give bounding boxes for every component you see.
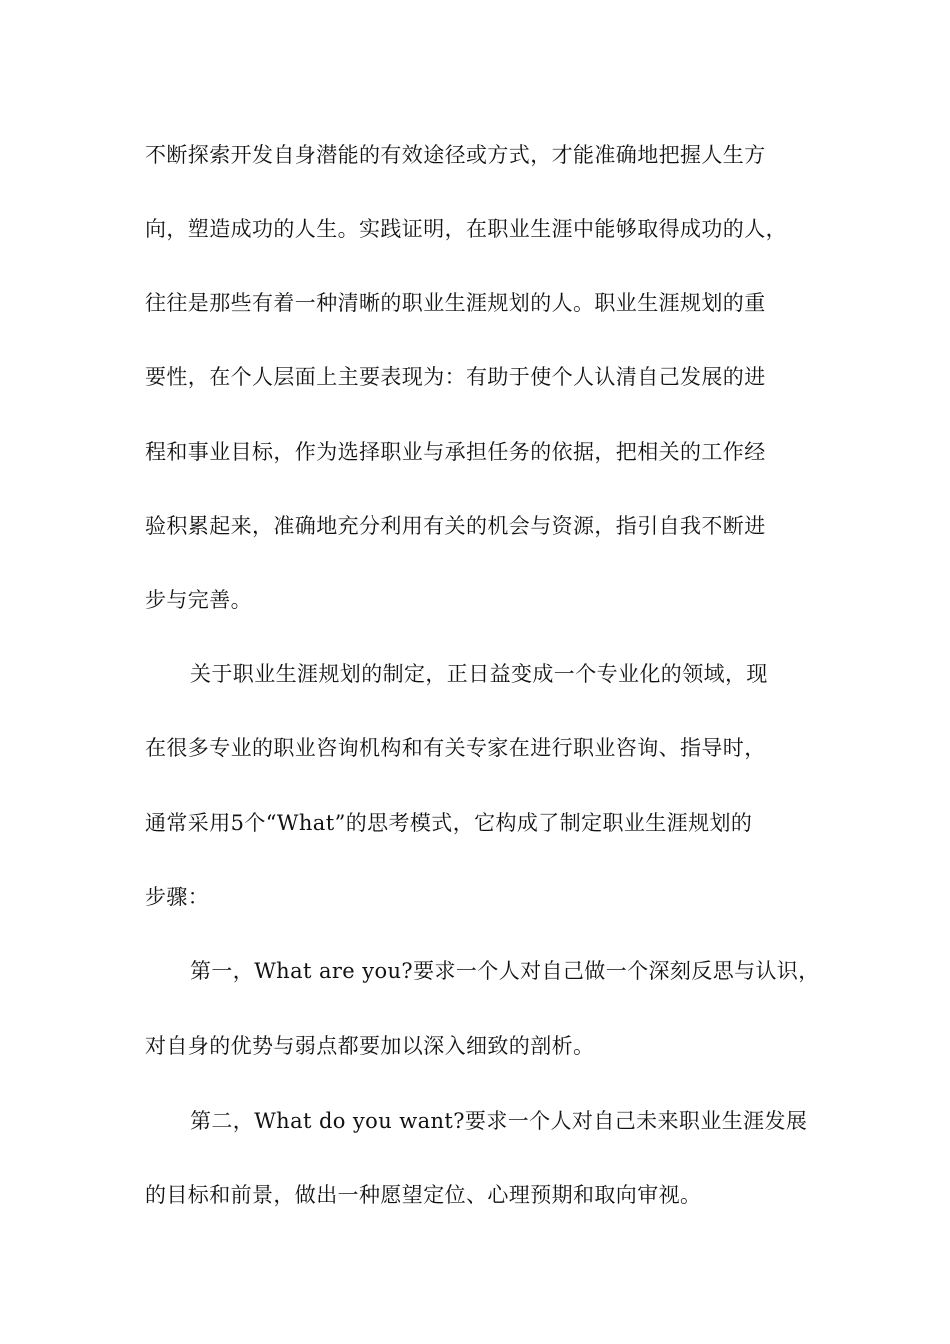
paragraph-1-line-3: 往往是那些有着一种清晰的职业生涯规划的人。职业生涯规划的重 bbox=[145, 291, 766, 315]
paragraph-1-line-6: 验积累起来，准确地充分利用有关的机会与资源，指引自我不断进 bbox=[145, 514, 766, 538]
paragraph-1-line-5: 程和事业目标，作为选择职业与承担任务的依据，把相关的工作经 bbox=[145, 440, 766, 464]
paragraph-2-line-2: 在很多专业的职业咨询机构和有关专家在进行职业咨询、指导时， bbox=[145, 736, 766, 760]
paragraph-4-line-1: 第二，What do you want?要求一个人对自己未来职业生涯发展 bbox=[190, 1109, 808, 1133]
paragraph-2-line-3: 通常采用5个“What”的思考模式，它构成了制定职业生涯规划的 bbox=[145, 811, 753, 835]
paragraph-4-line-2: 的目标和前景，做出一种愿望定位、心理预期和取向审视。 bbox=[145, 1183, 702, 1207]
paragraph-1-line-2: 向，塑造成功的人生。实践证明，在职业生涯中能够取得成功的人， bbox=[145, 217, 787, 241]
paragraph-1-line-1: 不断探索开发自身潜能的有效途径或方式，才能准确地把握人生方 bbox=[145, 143, 766, 167]
paragraph-1-line-4: 要性，在个人层面上主要表现为：有助于使个人认清自己发展的进 bbox=[145, 365, 766, 389]
paragraph-3-line-2: 对自身的优势与弱点都要加以深入细致的剖析。 bbox=[145, 1034, 595, 1058]
paragraph-2-line-4: 步骤： bbox=[145, 885, 210, 909]
paragraph-1-line-7: 步与完善。 bbox=[145, 588, 252, 612]
paragraph-3-line-1: 第一，What are you?要求一个人对自己做一个深刻反思与认识， bbox=[190, 959, 820, 983]
paragraph-2-line-1: 关于职业生涯规划的制定，正日益变成一个专业化的领域，现 bbox=[190, 662, 768, 686]
